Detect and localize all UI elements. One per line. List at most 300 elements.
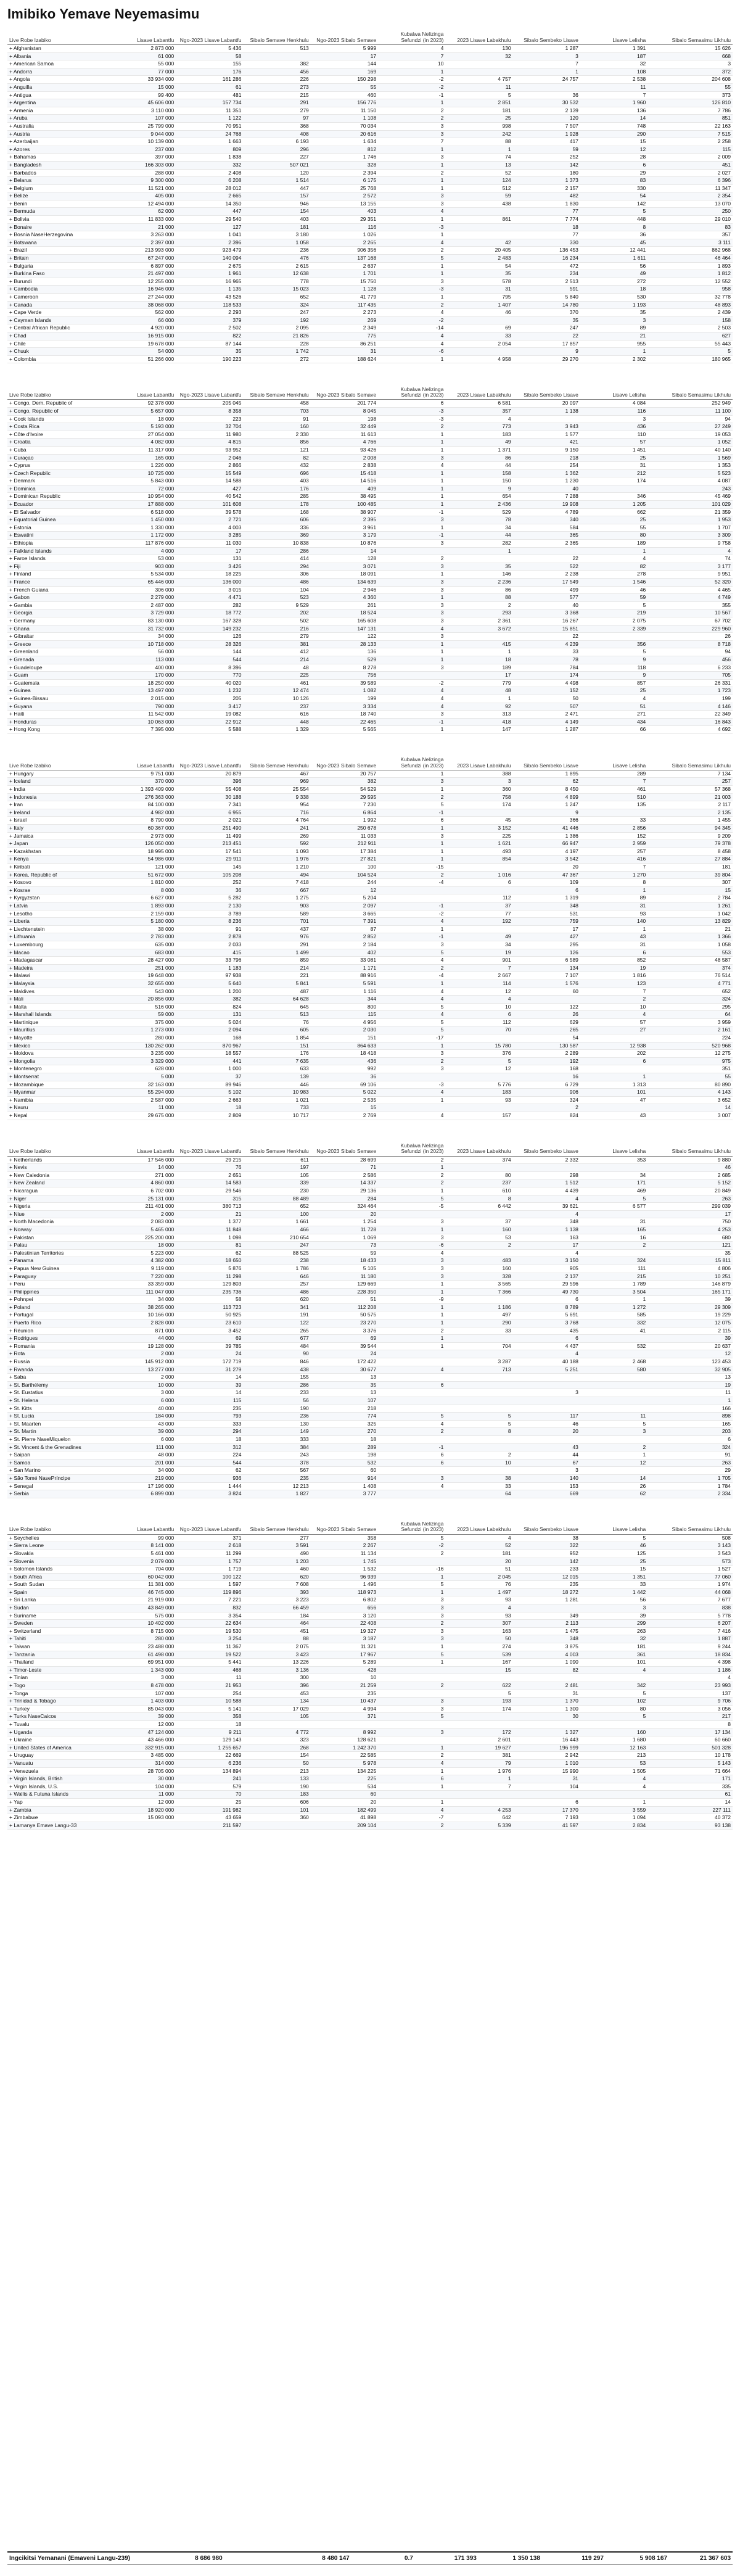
row-value: 187 bbox=[580, 52, 648, 60]
row-value: 189 bbox=[580, 540, 648, 548]
table-row bbox=[7, 1451, 733, 1459]
row-value: 4 bbox=[378, 340, 445, 348]
row-value: 43 466 000 bbox=[109, 1736, 176, 1744]
row-value: 1 bbox=[378, 1164, 445, 1172]
row-value: 8 236 bbox=[176, 918, 243, 926]
row-value: 151 bbox=[311, 1034, 378, 1042]
row-value: 800 bbox=[311, 1003, 378, 1011]
row-value: 71 bbox=[311, 1164, 378, 1172]
row-value: 122 bbox=[311, 633, 378, 641]
row-country-name: + Paraguay bbox=[7, 1273, 109, 1281]
row-value: 7 391 bbox=[311, 918, 378, 926]
row-value: 16 443 bbox=[513, 1736, 580, 1744]
row-value: 2 675 bbox=[176, 262, 243, 270]
row-value: 7 786 bbox=[648, 107, 733, 115]
row-value: 233 bbox=[513, 1566, 580, 1574]
row-country-name: + Nigeria bbox=[7, 1203, 109, 1211]
table-row bbox=[7, 130, 733, 138]
row-value bbox=[580, 1164, 648, 1172]
row-country-name: + Serbia bbox=[7, 1490, 109, 1498]
row-value: 111 000 bbox=[109, 1443, 176, 1451]
row-value bbox=[445, 1104, 512, 1112]
row-value: 340 bbox=[513, 516, 580, 524]
row-value: 11 000 bbox=[109, 1104, 176, 1112]
row-country-name: + Antigua bbox=[7, 91, 109, 99]
row-value: 2 538 bbox=[580, 76, 648, 84]
table-row bbox=[7, 324, 733, 332]
row-value: 205 045 bbox=[176, 400, 243, 408]
row-value: -6 bbox=[378, 348, 445, 356]
row-value: 43 849 000 bbox=[109, 1604, 176, 1612]
row-value bbox=[378, 1350, 445, 1358]
row-value bbox=[580, 1405, 648, 1413]
row-value: 1 621 bbox=[445, 840, 512, 848]
row-value: -17 bbox=[378, 1034, 445, 1042]
row-value: 4 003 bbox=[513, 1651, 580, 1659]
row-value: 100 485 bbox=[311, 501, 378, 509]
row-value: 616 bbox=[244, 711, 311, 719]
row-value: 1 bbox=[378, 477, 445, 485]
row-value: 38 068 000 bbox=[109, 301, 176, 309]
row-country-name: + Iceland bbox=[7, 778, 109, 786]
row-value: 80 890 bbox=[648, 1081, 733, 1089]
row-value: 38 000 bbox=[109, 925, 176, 933]
row-value: 12 441 bbox=[580, 247, 648, 255]
row-value: 497 bbox=[445, 1311, 512, 1319]
table-row bbox=[7, 1104, 733, 1112]
table-row bbox=[7, 1674, 733, 1682]
row-value: 39 804 bbox=[648, 871, 733, 879]
row-value: 11 030 bbox=[176, 540, 243, 548]
row-value: 371 bbox=[176, 1534, 243, 1542]
row-value: 3 729 000 bbox=[109, 609, 176, 617]
row-value: 125 bbox=[580, 1550, 648, 1558]
row-country-name: + Niue bbox=[7, 1210, 109, 1218]
row-value: 7 193 bbox=[513, 1814, 580, 1822]
row-value: 268 bbox=[244, 1744, 311, 1752]
row-value: 48 000 bbox=[109, 1451, 176, 1459]
row-value: 654 bbox=[445, 493, 512, 501]
table-row bbox=[7, 980, 733, 988]
table-row bbox=[7, 1249, 733, 1257]
table-row bbox=[7, 1806, 733, 1814]
row-value: 53 bbox=[445, 1234, 512, 1242]
row-value: 17 bbox=[176, 547, 243, 555]
row-value: 7 507 bbox=[513, 122, 580, 130]
row-country-name: + Philippines bbox=[7, 1288, 109, 1296]
row-value: 4 bbox=[378, 1249, 445, 1257]
row-value: 3 bbox=[378, 1612, 445, 1620]
row-value: 857 bbox=[580, 679, 648, 687]
row-value: 140 094 bbox=[176, 255, 243, 263]
row-value: 80 bbox=[580, 1705, 648, 1713]
row-value: 314 000 bbox=[109, 1759, 176, 1767]
table-row bbox=[7, 1659, 733, 1667]
row-value: 70 034 bbox=[311, 122, 378, 130]
row-value: 1 058 bbox=[244, 239, 311, 247]
row-value: -2 bbox=[378, 910, 445, 918]
row-value: 2 bbox=[378, 555, 445, 563]
row-value: 2 095 bbox=[244, 324, 311, 332]
row-value: 32 905 bbox=[648, 1366, 733, 1374]
row-value: 512 bbox=[445, 184, 512, 192]
row-value: 3 bbox=[378, 278, 445, 286]
row-value: 324 bbox=[648, 1443, 733, 1451]
row-value: 18 091 bbox=[311, 571, 378, 579]
row-value bbox=[378, 886, 445, 894]
row-value: 3 bbox=[378, 1234, 445, 1242]
row-value: 134 225 bbox=[311, 1767, 378, 1775]
row-value: 3 376 bbox=[311, 1327, 378, 1335]
row-value: 4 bbox=[378, 45, 445, 53]
row-value: 19 530 bbox=[176, 1627, 243, 1635]
row-value: 1 bbox=[378, 161, 445, 169]
row-country-name: + Angola bbox=[7, 76, 109, 84]
row-value: 2 075 bbox=[580, 617, 648, 625]
row-value: 330 bbox=[513, 239, 580, 247]
row-country-name: + Bahamas bbox=[7, 154, 109, 162]
row-value: 12 bbox=[648, 1350, 733, 1358]
row-value: 3 bbox=[378, 154, 445, 162]
row-value: 31 bbox=[311, 348, 378, 356]
row-value: 954 bbox=[244, 801, 311, 809]
row-value: 490 bbox=[244, 1550, 311, 1558]
row-value: 1 bbox=[378, 262, 445, 270]
row-value: 1 bbox=[580, 348, 648, 356]
row-value bbox=[378, 1435, 445, 1443]
column-header: Lisave Lelisha bbox=[580, 755, 648, 770]
row-value: 18 bbox=[513, 223, 580, 231]
row-value: 7 635 bbox=[244, 1057, 311, 1065]
row-country-name: + Rodrigues bbox=[7, 1335, 109, 1343]
row-value: 10 251 bbox=[648, 1273, 733, 1281]
row-value: 93 bbox=[580, 910, 648, 918]
row-value: 627 bbox=[648, 332, 733, 340]
row-country-name: + Guinea bbox=[7, 687, 109, 695]
row-value: 286 bbox=[244, 1381, 311, 1389]
row-value: 272 bbox=[580, 278, 648, 286]
row-value: 214 bbox=[244, 964, 311, 972]
row-value: 1 887 bbox=[648, 1635, 733, 1643]
row-value: 5 465 000 bbox=[109, 1226, 176, 1234]
row-country-name: + Tahiti bbox=[7, 1635, 109, 1643]
row-value: 6 bbox=[580, 1057, 648, 1065]
row-value: 1 138 bbox=[513, 407, 580, 415]
row-value: 5 bbox=[580, 208, 648, 216]
row-value: 30 532 bbox=[513, 99, 580, 107]
row-value: 290 bbox=[580, 130, 648, 138]
table-row bbox=[7, 1319, 733, 1327]
row-value: -9 bbox=[378, 1296, 445, 1304]
row-value: 1 bbox=[378, 216, 445, 224]
row-value: 170 000 bbox=[109, 672, 176, 680]
row-value: 790 000 bbox=[109, 703, 176, 711]
grand-total-value: 5 908 167 bbox=[639, 2555, 667, 2562]
row-value: 1 707 bbox=[648, 524, 733, 532]
row-value: 4 bbox=[378, 1366, 445, 1374]
row-value: 5 876 bbox=[176, 1265, 243, 1273]
row-value: 529 bbox=[445, 508, 512, 516]
row-country-name: + South Africa bbox=[7, 1573, 109, 1581]
row-value: 4 bbox=[378, 957, 445, 965]
row-value: 35 bbox=[176, 348, 243, 356]
row-value: 31 bbox=[580, 462, 648, 470]
row-value: 10 725 000 bbox=[109, 469, 176, 477]
row-value: 59 bbox=[513, 146, 580, 154]
row-value: 683 000 bbox=[109, 949, 176, 957]
row-value: 18 bbox=[580, 286, 648, 294]
row-country-name: + Turks NaseCaicos bbox=[7, 1713, 109, 1721]
row-value: 282 bbox=[445, 540, 512, 548]
row-value: 2 265 bbox=[311, 239, 378, 247]
row-value: 3 120 bbox=[311, 1612, 378, 1620]
row-value: 213 451 bbox=[176, 840, 243, 848]
row-value: 123 453 bbox=[648, 1358, 733, 1366]
row-value: 532 bbox=[580, 1342, 648, 1350]
table-header-row bbox=[7, 30, 733, 45]
row-value: 7 bbox=[580, 988, 648, 996]
row-value: 54 bbox=[445, 262, 512, 270]
row-country-name: + San Marino bbox=[7, 1467, 109, 1475]
row-value bbox=[445, 1397, 512, 1405]
row-value: 46 bbox=[513, 1420, 580, 1428]
row-value: 78 bbox=[445, 516, 512, 524]
row-value: 1 371 bbox=[445, 446, 512, 454]
row-value: 15 023 bbox=[244, 286, 311, 294]
row-value: 250 bbox=[648, 208, 733, 216]
row-value: 12 638 bbox=[244, 270, 311, 278]
row-value bbox=[580, 1397, 648, 1405]
row-value: 2 bbox=[445, 1451, 512, 1459]
row-value: 3 bbox=[378, 941, 445, 949]
row-value: 213 bbox=[580, 1752, 648, 1760]
row-value: 5 841 bbox=[244, 980, 311, 988]
row-value: 150 bbox=[445, 477, 512, 485]
row-value: 18 920 000 bbox=[109, 1806, 176, 1814]
row-value: 1 281 bbox=[513, 1596, 580, 1604]
row-value: 88 bbox=[445, 594, 512, 602]
row-country-name: + Mayotte bbox=[7, 1034, 109, 1042]
row-value: 191 bbox=[244, 1311, 311, 1319]
row-value: 9 751 000 bbox=[109, 770, 176, 778]
row-value: 11 347 bbox=[648, 184, 733, 192]
table-row bbox=[7, 1542, 733, 1550]
row-value: 10 bbox=[580, 1003, 648, 1011]
row-value: 5 436 bbox=[176, 45, 243, 53]
row-value: 7 bbox=[580, 91, 648, 99]
row-value: 105 bbox=[244, 1713, 311, 1721]
table-row bbox=[7, 648, 733, 656]
table-row bbox=[7, 1627, 733, 1635]
row-value: -4 bbox=[378, 879, 445, 887]
row-country-name: + Chile bbox=[7, 340, 109, 348]
row-value: 2 959 bbox=[580, 840, 648, 848]
row-value: 146 879 bbox=[648, 1281, 733, 1289]
row-value: 27 821 bbox=[311, 856, 378, 864]
row-value: 4 471 bbox=[176, 594, 243, 602]
row-value: 5 339 bbox=[445, 1822, 512, 1830]
row-value: 236 bbox=[244, 1413, 311, 1421]
row-value: 8 141 000 bbox=[109, 1542, 176, 1550]
column-header: Lisave Labantfu bbox=[109, 1141, 176, 1157]
row-value: 376 bbox=[445, 1050, 512, 1058]
row-value: 1 442 bbox=[580, 1588, 648, 1596]
column-header: Sibalo Sembeko Lisave bbox=[513, 30, 580, 45]
row-value: 2 bbox=[378, 169, 445, 177]
table-row bbox=[7, 1011, 733, 1019]
row-value: 1 bbox=[378, 493, 445, 501]
row-country-name: + Liberia bbox=[7, 918, 109, 926]
row-value: 6 bbox=[513, 886, 580, 894]
row-value bbox=[378, 1374, 445, 1382]
row-value: 29 546 bbox=[176, 1187, 243, 1195]
row-value bbox=[445, 1713, 512, 1721]
row-value: 3 417 bbox=[176, 703, 243, 711]
row-value: 18 225 bbox=[176, 571, 243, 579]
row-value: 97 938 bbox=[176, 972, 243, 980]
row-value: 529 bbox=[311, 656, 378, 664]
row-country-name: + Iran bbox=[7, 801, 109, 809]
table-row bbox=[7, 1690, 733, 1698]
row-value: 652 bbox=[244, 1203, 311, 1211]
row-value: 418 bbox=[445, 718, 512, 726]
row-value: 10 bbox=[445, 1459, 512, 1467]
row-value: 1 bbox=[378, 1643, 445, 1651]
row-value: 10 bbox=[445, 1003, 512, 1011]
row-value: 126 bbox=[513, 949, 580, 957]
row-value: 467 bbox=[244, 770, 311, 778]
row-value: 41 898 bbox=[311, 1814, 378, 1822]
row-value: 34 000 bbox=[109, 633, 176, 641]
row-value: 456 bbox=[244, 68, 311, 76]
row-value: 228 350 bbox=[311, 1288, 378, 1296]
row-value bbox=[378, 1467, 445, 1475]
row-value: 254 bbox=[176, 1690, 243, 1698]
row-value: 126 050 000 bbox=[109, 840, 176, 848]
row-value: 5 bbox=[378, 255, 445, 263]
row-value: 5 bbox=[445, 1690, 512, 1698]
row-value: 361 bbox=[580, 1651, 648, 1659]
row-value: 97 bbox=[244, 115, 311, 123]
row-value: 27 bbox=[580, 1026, 648, 1034]
row-value: 38 495 bbox=[311, 493, 378, 501]
row-value: 3 056 bbox=[648, 1705, 733, 1713]
row-value bbox=[378, 1104, 445, 1112]
row-value: 1 bbox=[378, 1335, 445, 1343]
row-value: 64 bbox=[648, 1011, 733, 1019]
row-value bbox=[445, 1389, 512, 1397]
table-row bbox=[7, 83, 733, 91]
row-value: 871 000 bbox=[109, 1327, 176, 1335]
table-row bbox=[7, 664, 733, 672]
row-value: 447 bbox=[176, 208, 243, 216]
row-value: 40 020 bbox=[176, 679, 243, 687]
row-value: 1 210 bbox=[244, 864, 311, 872]
report-tables bbox=[7, 30, 733, 1830]
row-value: 2 851 bbox=[445, 99, 512, 107]
row-value: 1 838 bbox=[176, 154, 243, 162]
row-value: 16 946 000 bbox=[109, 286, 176, 294]
row-value: 1 021 bbox=[244, 1096, 311, 1104]
row-value: 793 bbox=[176, 1413, 243, 1421]
row-value: 39 000 bbox=[109, 1713, 176, 1721]
table-row bbox=[7, 687, 733, 695]
row-value: 414 bbox=[244, 555, 311, 563]
row-value: 48 893 bbox=[648, 301, 733, 309]
row-value: 1 329 bbox=[244, 726, 311, 734]
row-value: 13 bbox=[311, 1389, 378, 1397]
row-value: 3 bbox=[378, 1050, 445, 1058]
table-row bbox=[7, 1534, 733, 1542]
grand-total-value: 21 367 603 bbox=[699, 2555, 731, 2562]
row-country-name: + Australia bbox=[7, 122, 109, 130]
row-country-name: + Guyana bbox=[7, 703, 109, 711]
row-country-name: + Honduras bbox=[7, 718, 109, 726]
table-row bbox=[7, 423, 733, 431]
row-country-name: + Guadeloupe bbox=[7, 664, 109, 672]
row-value bbox=[513, 547, 580, 555]
row-value: 18 650 bbox=[176, 1257, 243, 1265]
table-row bbox=[7, 1096, 733, 1104]
row-value: 2 468 bbox=[580, 1358, 648, 1366]
row-value: 3 bbox=[378, 601, 445, 609]
table-row bbox=[7, 1210, 733, 1218]
row-value: 4 bbox=[378, 1482, 445, 1490]
row-country-name: + South Sudan bbox=[7, 1581, 109, 1589]
row-value: 4 bbox=[378, 309, 445, 317]
row-value: 25 768 bbox=[311, 184, 378, 192]
row-value: 21 bbox=[176, 1210, 243, 1218]
table-row bbox=[7, 316, 733, 324]
row-value: 9 338 bbox=[244, 793, 311, 801]
row-country-name: + Cook Islands bbox=[7, 415, 109, 423]
row-value: 3 959 bbox=[648, 1018, 733, 1026]
row-value: 510 bbox=[580, 793, 648, 801]
row-value: 415 bbox=[445, 640, 512, 648]
table-row bbox=[7, 516, 733, 524]
column-header: Sibalo Sembeko Lisave bbox=[513, 384, 580, 400]
row-value: 67 bbox=[513, 1459, 580, 1467]
row-value: 2 079 000 bbox=[109, 1558, 176, 1566]
row-value: 28 133 bbox=[311, 640, 378, 648]
row-value: 20 616 bbox=[311, 130, 378, 138]
table-row bbox=[7, 1311, 733, 1319]
row-value: 139 bbox=[244, 1073, 311, 1081]
row-value bbox=[513, 1604, 580, 1612]
row-value: 14 337 bbox=[311, 1179, 378, 1187]
row-value: 130 262 000 bbox=[109, 1042, 176, 1050]
table-row bbox=[7, 1179, 733, 1187]
row-value: 1 bbox=[378, 177, 445, 185]
row-value: 341 bbox=[244, 1303, 311, 1311]
row-value: 4 437 bbox=[513, 1342, 580, 1350]
column-header: Sibalo Sembeko Lisave bbox=[513, 755, 580, 770]
row-country-name: + Palestinian Territories bbox=[7, 1249, 109, 1257]
row-value: 2 258 bbox=[648, 138, 733, 146]
row-country-name: + Madagascar bbox=[7, 957, 109, 965]
row-value: 10 838 bbox=[244, 540, 311, 548]
row-value: 6 729 bbox=[513, 1081, 580, 1089]
row-value: 41 779 bbox=[311, 294, 378, 302]
row-value: 809 bbox=[176, 146, 243, 154]
table-row bbox=[7, 1171, 733, 1179]
row-value: 530 bbox=[580, 294, 648, 302]
row-value: 324 464 bbox=[311, 1203, 378, 1211]
row-value: 235 bbox=[176, 1405, 243, 1413]
column-header: Ngo-2023 Sibalo Semave bbox=[311, 1141, 378, 1157]
row-value: 33 bbox=[580, 817, 648, 825]
row-value: 10 876 bbox=[311, 540, 378, 548]
